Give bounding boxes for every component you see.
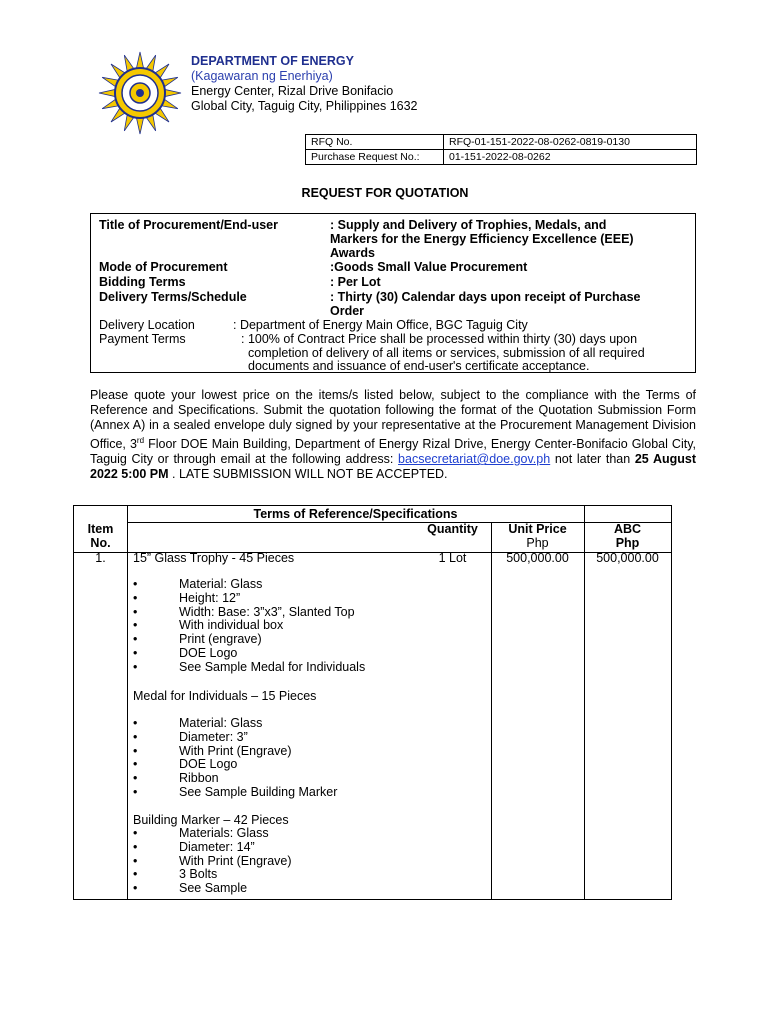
title-value-line2: Markers for the Energy Efficiency Excellence (EEE) (330, 232, 634, 246)
instructions-part4: . LATE SUBMISSION WILL NOT BE ACCEPTED. (168, 467, 448, 482)
bidding-label: Bidding Terms (99, 275, 186, 289)
bullet-icon: • (133, 853, 138, 868)
title-value-line3: Awards (330, 246, 375, 260)
submission-deadline: 25 August 2022 5:00 PM (90, 452, 696, 482)
spec-text: Ribbon (179, 771, 219, 786)
spec-text: DOE Logo (179, 757, 238, 772)
bidding-value: : Per Lot (330, 275, 381, 289)
bullet-icon: • (133, 757, 138, 772)
bullet-icon: • (133, 604, 138, 619)
instructions-part2: Floor DOE Main Building, Department of Energy Rizal Drive, Energy Center-Bonifacio Global City, Taguig City or through email at the following address: (90, 437, 696, 467)
bullet-icon: • (133, 729, 138, 744)
pr-no-label: Purchase Request No.: (306, 150, 444, 165)
bullet-icon: • (133, 881, 138, 896)
bullet-icon: • (133, 659, 138, 674)
bullet-icon: • (133, 771, 138, 786)
bullet-icon: • (133, 785, 138, 799)
item-number: 1. (95, 551, 106, 565)
spec-text: Height: 12” (179, 590, 241, 605)
bullet-icon: • (133, 743, 138, 758)
item-description: 15” Glass Trophy - 45 Pieces (133, 551, 295, 565)
abc-header-1: ABC (613, 522, 642, 536)
unit-price-header-1: Unit Price (508, 522, 567, 536)
abc-header-2: Php (615, 536, 640, 550)
item-header-2: No. (90, 536, 111, 550)
mode-label: Mode of Procurement (99, 260, 228, 274)
instructions-part3: not later than (550, 452, 635, 467)
spec-text: With Print (Engrave) (179, 743, 292, 758)
delivery-label: Delivery Terms/Schedule (99, 290, 247, 304)
spec-text: Materials: Glass (179, 826, 269, 840)
bullet-icon: • (133, 618, 138, 633)
spec-text: Diameter: 3” (179, 729, 248, 744)
delivery-value-line1: : Thirty (30) Calendar days upon receipt of Purchase (330, 290, 641, 304)
medal-heading: Medal for Individuals – 15 Pieces (133, 689, 317, 703)
department-tagalog: (Kagawaran ng Enerhiya) (191, 69, 333, 83)
unit-price-header-2: Php (526, 536, 549, 550)
rfq-no-value: RFQ-01-151-2022-08-0262-0819-0130 (444, 135, 697, 150)
item-unit-price: 500,000.00 (506, 551, 569, 565)
letterhead (191, 54, 418, 114)
items-table (73, 505, 672, 900)
payment-label: Payment Terms (99, 332, 186, 346)
procurement-info-box (90, 213, 696, 373)
delivery-value-line2: Order (330, 304, 365, 318)
department-name: DEPARTMENT OF ENERGY (191, 54, 354, 68)
payment-value-line1: : 100% of Contract Price shall be processed within thirty (30) days upon (241, 332, 638, 346)
spec-text: Width: Base: 3”x3”, Slanted Top (179, 604, 355, 619)
rfq-number-table (305, 134, 697, 165)
bullet-icon: • (133, 590, 138, 605)
ordinal-suffix: rd (136, 436, 145, 445)
spec-text: With Print (Engrave) (179, 853, 292, 868)
instructions-part1: Please quote your lowest price on the items/s listed below, subject to the compliance with the Terms of Reference and Specifications. Submit the quotation following the format of the Quotation Submission Form (Annex A) in a sealed envelope duly signed by your representative at the Procurement Management Division Office, 3 (90, 388, 696, 452)
instructions-paragraph (90, 388, 696, 482)
spec-text: Print (engrave) (179, 632, 262, 647)
spec-text: Diameter: 14” (179, 839, 255, 854)
doe-seal-logo (97, 50, 183, 136)
mode-value: :Goods Small Value Procurement (330, 260, 528, 274)
bullet-icon: • (133, 646, 138, 660)
spec-text: DOE Logo (179, 646, 238, 660)
spec-text: With individual box (179, 618, 284, 633)
item-header-1: Item (87, 522, 114, 536)
title-label: Title of Procurement/End-user (99, 218, 278, 232)
location-label: Delivery Location (99, 318, 195, 332)
bullet-icon: • (133, 867, 138, 882)
marker-heading: Building Marker – 42 Pieces (133, 813, 289, 827)
quantity-header: Quantity (427, 522, 478, 536)
item-quantity: 1 Lot (438, 551, 467, 565)
spec-text: 3 Bolts (179, 867, 218, 882)
rfq-no-label: RFQ No. (306, 135, 444, 150)
address-line-1: Energy Center, Rizal Drive Bonifacio (191, 84, 394, 98)
item-abc: 500,000.00 (596, 551, 659, 565)
document-title: REQUEST FOR QUOTATION (301, 186, 469, 200)
pr-no-value: 01-151-2022-08-0262 (444, 150, 697, 165)
spec-text: Material: Glass (179, 577, 263, 591)
bullet-icon: • (133, 716, 138, 730)
payment-value-line2: completion of delivery of all items or services, submission of all required (248, 346, 645, 360)
spec-text: See Sample Building Marker (179, 785, 338, 799)
location-value: : Department of Energy Main Office, BGC Taguig City (233, 318, 528, 332)
payment-value-line3: documents and issuance of end-user's certificate acceptance. (248, 359, 590, 373)
title-value-line1: : Supply and Delivery of Trophies, Medals, and (330, 218, 607, 232)
spec-text: Material: Glass (179, 716, 263, 730)
spec-text: See Sample Medal for Individuals (179, 659, 366, 674)
bullet-icon: • (133, 826, 138, 840)
spec-text: See Sample (179, 881, 248, 896)
email-link[interactable]: bacsecretariat@doe.gov.ph (398, 452, 551, 467)
tor-header: Terms of Reference/Specifications (253, 507, 458, 521)
bullet-icon: • (133, 839, 138, 854)
address-line-2: Global City, Taguig City, Philippines 1632 (191, 99, 418, 113)
bullet-icon: • (133, 577, 138, 591)
bullet-icon: • (133, 632, 138, 647)
